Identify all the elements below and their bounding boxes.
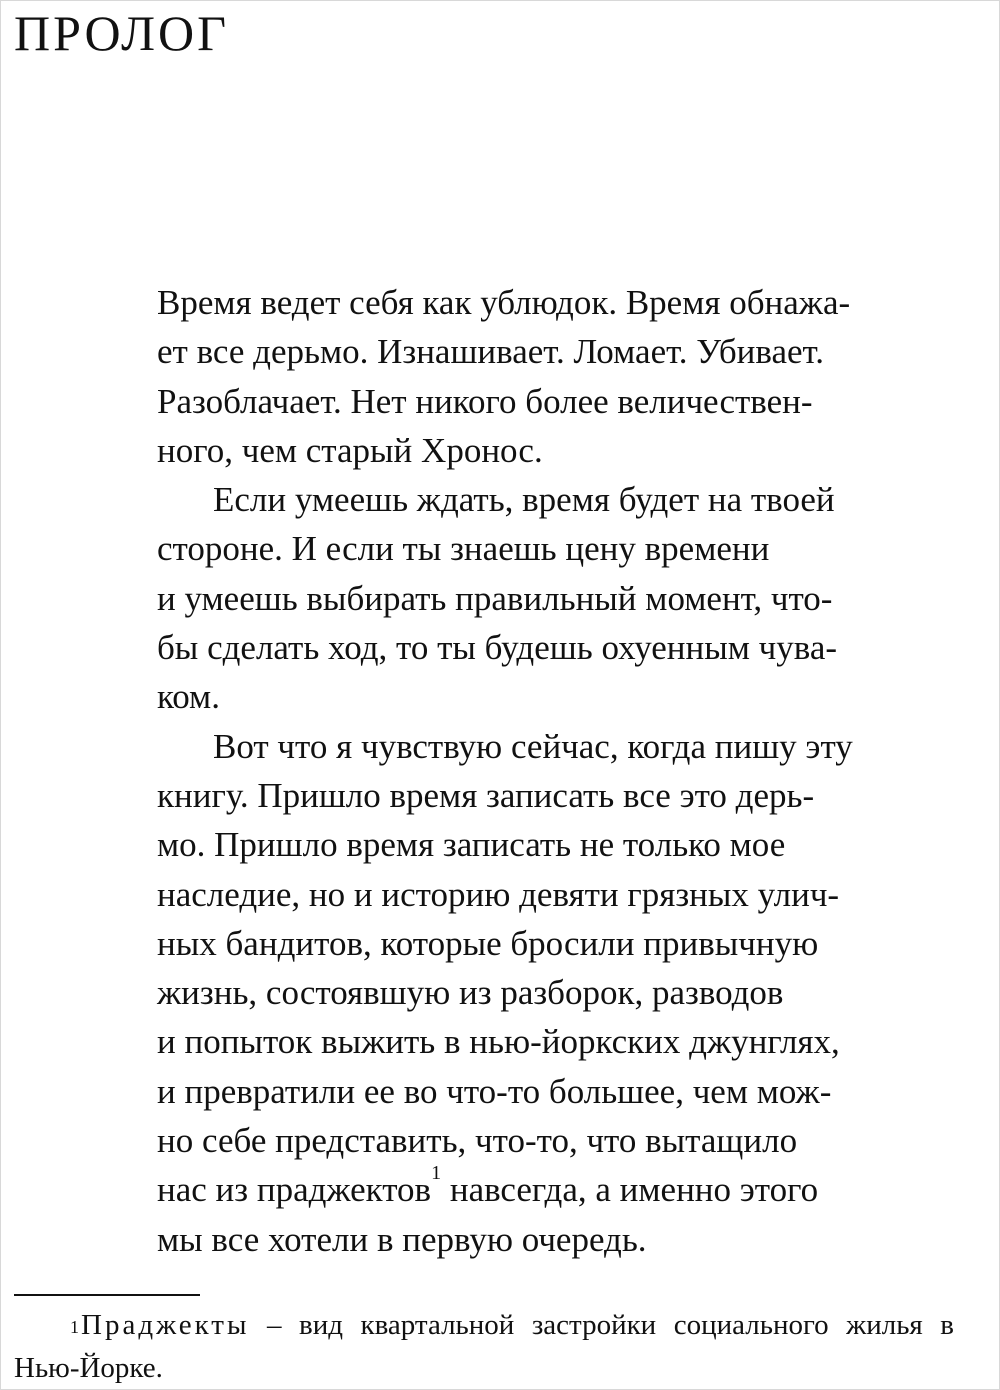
footnote-divider [14,1294,200,1296]
paragraph-1: Время ведет себя как ублюдок. Время обнажа- ет все дерьмо. Изнашивает. Ломает. Убивает. Разоблачает. Нет никого более величествен- ного, чем старый Хронос. [157,283,851,470]
footnote-term: Праджекты [81,1309,250,1341]
paragraph-3 [157,722,951,1264]
paragraph-2: Если умеешь ждать, время будет на твоей стороне. И если ты знаешь цену времени и умеешь выбирать правильный момент, что- бы сделать ход, то ты будешь охуенным чува- ком. [157,480,838,717]
paragraph-3-text-before: Вот что я чувствую сейчас, когда пишу эту книгу. Пришло время записать все это дерь- мо. Пришло время записать не только мое наследие, но и историю девяти грязных улич- ных бандитов, которые бросили привычную жизнь, состоявшую из разборок, разводов и попыток выжить в нью-йоркских джунглях, и превратили ее во что-то большее, чем мож- но себе представить, что-то, что вытащило нас из праджектов [157,726,853,1210]
chapter-title: ПРОЛОГ [14,5,230,61]
footnote [14,1304,954,1390]
footnote-number: 1 [70,1317,79,1337]
footnote-reference[interactable]: 1 [431,1162,442,1185]
paragraph-3-text-after: навсегда, а именно этого мы все хотели в первую очередь. [157,1170,819,1259]
body-text [157,278,951,1264]
footnote-text [14,1304,954,1390]
footnote-definition: – вид квартальной застройки социального жилья в Нью-Йорке. [14,1309,954,1384]
